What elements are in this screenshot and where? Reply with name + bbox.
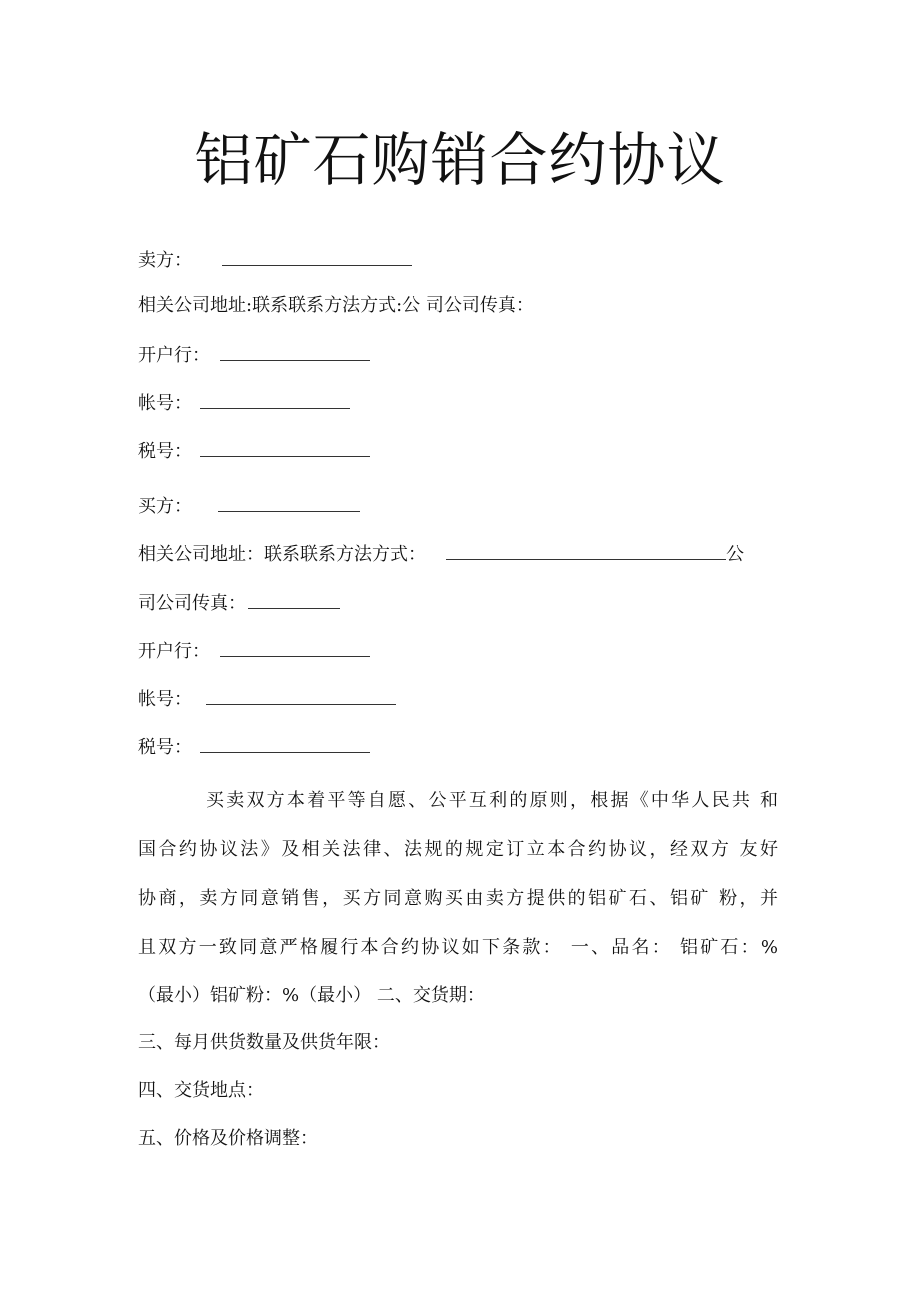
seller-label: 卖方： <box>138 250 192 271</box>
seller-address-row: 相关公司地址:联系联系方法方式:公 司公司传真： <box>138 295 534 316</box>
buyer-address-row <box>138 541 744 567</box>
buyer-fax-label: 司公司传真： <box>138 593 246 614</box>
seller-tax-blank[interactable] <box>200 438 370 457</box>
buyer-fax-blank[interactable] <box>248 590 340 609</box>
buyer-address-label: 相关公司地址：联系联系方法方式： <box>138 544 426 565</box>
buyer-tax-row <box>138 734 370 760</box>
paragraph-line: 且双方一致同意严格履行本合约协议如下条款： 一、品名： 铝矿石：% <box>138 937 778 958</box>
buyer-fax-row <box>138 590 340 616</box>
seller-bank-blank[interactable] <box>220 342 370 361</box>
buyer-address-blank[interactable] <box>446 541 726 560</box>
buyer-address-tail: 公 <box>726 544 744 565</box>
paragraph-line: 协商，卖方同意销售，买方同意购买由卖方提供的铝矿石、铝矿 粉，并 <box>138 888 778 909</box>
buyer-tax-label: 税号： <box>138 737 192 758</box>
document-title: 铝矿石购销合约协议 <box>194 126 726 194</box>
buyer-account-row <box>138 686 396 712</box>
paragraph-line: （最小）铝矿粉：%（最小） 二、交货期： <box>138 985 485 1006</box>
seller-bank-row <box>138 342 370 368</box>
clause-delivery-place: 四、交货地点： <box>138 1080 264 1101</box>
paragraph-line: 买卖双方本着平等自愿、公平互利的原则，根据《中华人民共 和 <box>206 790 778 811</box>
buyer-label: 买方： <box>138 496 192 517</box>
clause-price-adjustment: 五、价格及价格调整： <box>138 1128 318 1149</box>
seller-blank[interactable] <box>222 247 412 266</box>
buyer-tax-blank[interactable] <box>200 734 370 753</box>
buyer-blank[interactable] <box>218 493 360 512</box>
buyer-account-label: 帐号： <box>138 689 192 710</box>
seller-account-blank[interactable] <box>200 390 350 409</box>
buyer-row <box>138 493 360 519</box>
seller-tax-row <box>138 438 370 464</box>
seller-bank-label: 开户行： <box>138 345 210 366</box>
buyer-account-blank[interactable] <box>206 686 396 705</box>
seller-tax-label: 税号： <box>138 441 192 462</box>
seller-account-row <box>138 390 350 416</box>
buyer-bank-row <box>138 638 370 664</box>
seller-row <box>138 247 412 273</box>
buyer-bank-blank[interactable] <box>220 638 370 657</box>
seller-account-label: 帐号： <box>138 393 192 414</box>
clause-supply-quantity: 三、每月供货数量及供货年限： <box>138 1032 390 1053</box>
buyer-bank-label: 开户行： <box>138 641 210 662</box>
paragraph-line: 国合约协议法》及相关法律、法规的规定订立本合约协议，经双方 友好 <box>138 839 778 860</box>
agreement-paragraph <box>138 789 778 1019</box>
